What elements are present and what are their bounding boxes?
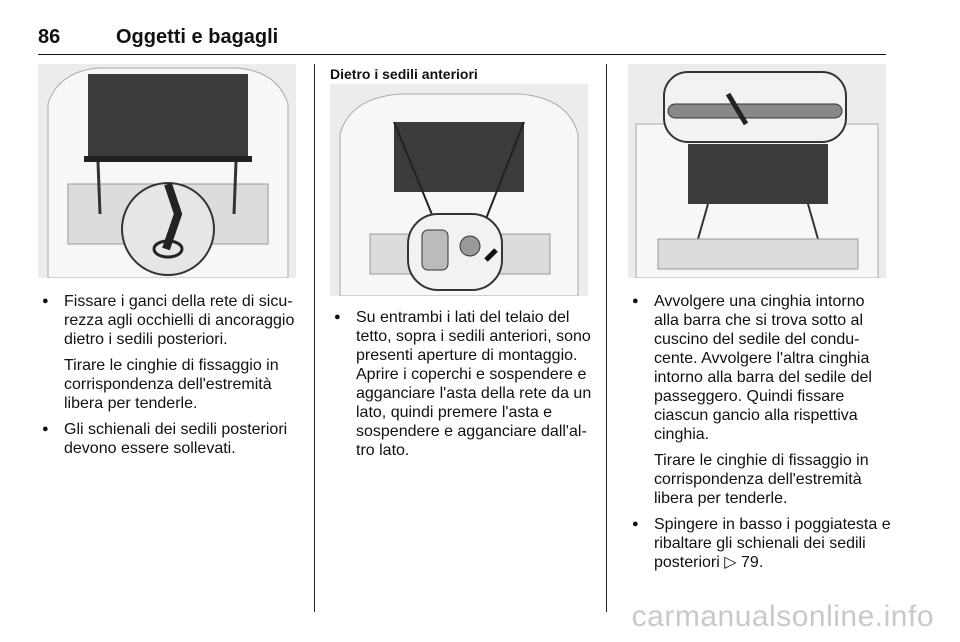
column-2-text: [330, 308, 592, 467]
section-subheading: Dietro i sedili anteriori: [330, 66, 478, 82]
col3-bullet-2-text: Spingere in basso i poggiatesta e ribaltare gli schienali dei sedili posteriori: [654, 516, 891, 571]
page-header: [38, 26, 886, 55]
column-3-text: [628, 292, 892, 579]
page-title: Oggetti e bagagli: [116, 26, 279, 48]
column-divider-1: [314, 64, 315, 612]
illustration-strap-around-bar: [628, 64, 886, 278]
column-divider-2: [606, 64, 607, 612]
watermark: carmanualsonline.info: [631, 600, 934, 633]
col1-paragraph-1: Tirare le cinghie di fissaggio in corrispondenza dell'estremità libera per tenderle.: [64, 357, 279, 412]
column-1-text: [38, 292, 300, 465]
illustration-rear-net-anchors: [38, 64, 296, 278]
col2-bullet-1: ● Su entrambi i lati del telaio del tetto, sopra i sedili anteriori, sono presenti aperture di montaggio. Aprire i coperchi e sospendere e agganciare l'asta della rete da un lato, quindi premere l'asta e sospendere e agganciare dall'altro lato.: [330, 308, 592, 460]
illustration-front-seat-mounting: [330, 84, 588, 296]
page-reference-link[interactable]: 79.: [741, 554, 764, 571]
page-number: 86: [38, 26, 61, 48]
col3-bullet-2: [628, 515, 892, 572]
col1-bullet-1: ● Fissare i ganci della rete di sicurezza agli occhielli di ancoraggio dietro i sedili posteriori.: [38, 292, 300, 349]
col1-bullet-2: ● Gli schienali dei sedili posteriori devono essere sollevati.: [38, 420, 300, 458]
page-reference-arrow-icon: ▷: [724, 554, 737, 571]
col3-paragraph-1: Tirare le cinghie di fissaggio in corrispondenza dell'estremità libera per tenderle.: [654, 452, 869, 507]
col3-bullet-1: ● Avvolgere una cinghia intorno alla barra che si trova sotto al cuscino del sedile del conducente. Avvolgere l'altra cinghia intorno alla barra del sedile del passeggero. Quindi fissare ciascun gancio alla rispettiva cinghia.: [628, 292, 892, 444]
